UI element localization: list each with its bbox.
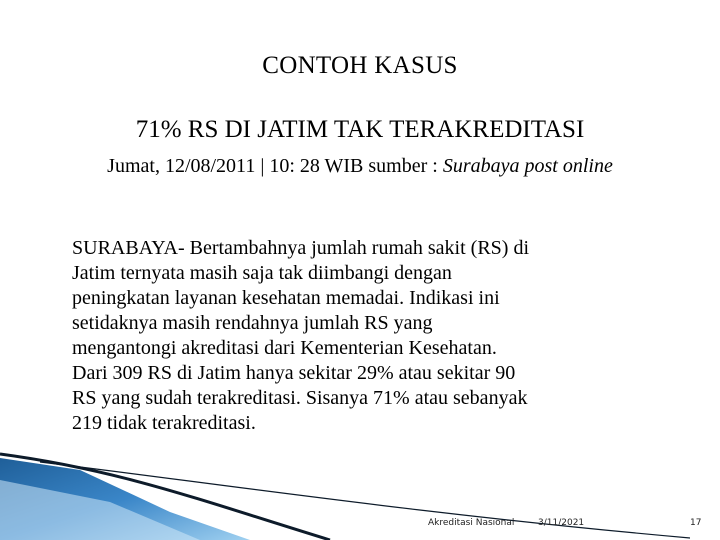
- footer-date: 3/11/2021: [538, 518, 585, 528]
- news-headline: 71% RS DI JATIM TAK TERAKREDITASI: [135, 116, 585, 143]
- body-line: RS yang sudah terakreditasi. Sisanya 71% atau sebanyak: [72, 387, 528, 409]
- news-body: [72, 236, 692, 436]
- news-dateline: [60, 154, 660, 178]
- body-line: mengantongi akreditasi dari Kementerian Kesehatan.: [72, 337, 497, 359]
- footer-label: Akreditasi Nasional: [428, 518, 515, 528]
- dateline-text: Jumat, 12/08/2011 | 10: 28 WIB sumber :: [107, 155, 443, 177]
- body-line: 219 tidak terakreditasi.: [72, 412, 256, 434]
- dateline-source: Surabaya post online: [442, 155, 613, 177]
- body-line: SURABAYA- Bertambahnya jumlah rumah sakit (RS) di: [72, 237, 530, 259]
- body-line: Jatim ternyata masih saja tak diimbangi dengan: [72, 262, 452, 284]
- slide-title: CONTOH KASUS: [262, 52, 458, 79]
- page-number: 17: [690, 518, 702, 528]
- body-line: setidaknya masih rendahnya jumlah RS yang: [72, 312, 433, 334]
- body-line: peningkatan layanan kesehatan memadai. Indikasi ini: [72, 287, 500, 309]
- body-line: Dari 309 RS di Jatim hanya sekitar 29% atau sekitar 90: [72, 362, 516, 384]
- corner-decoration: [0, 440, 720, 540]
